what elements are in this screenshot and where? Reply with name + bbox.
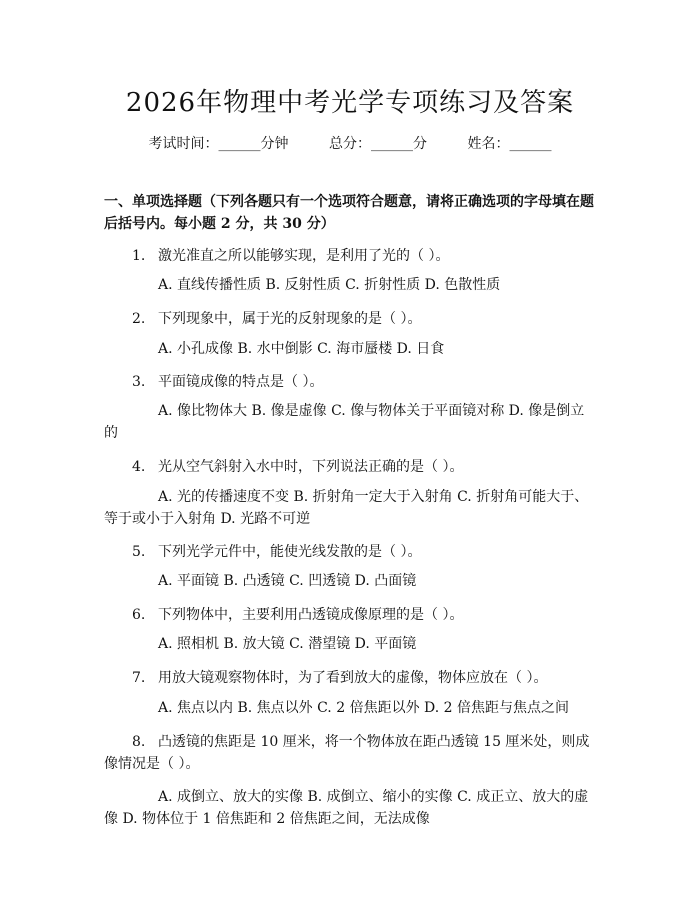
student-name: 姓名：______ bbox=[467, 136, 552, 152]
question-number: 6. bbox=[132, 607, 146, 623]
question-number: 5. bbox=[132, 544, 146, 560]
question-7-options: A. 焦点以内 B. 焦点以外 C. 2 倍焦距以外 D. 2 倍焦距与焦点之间 bbox=[158, 700, 570, 716]
question-number: 8. bbox=[132, 734, 146, 750]
question-number: 3. bbox=[132, 374, 146, 390]
question-number: 4. bbox=[132, 459, 146, 475]
question-7 bbox=[104, 667, 596, 689]
question-text: 激光准直之所以能够实现，是利用了光的（ ）。 bbox=[158, 248, 450, 264]
question-4-options: A. 光的传播速度不变 B. 折射角一定大于入射角 C. 折射角可能大于、等于或小于入射角 D. 光路不可逆 bbox=[104, 489, 589, 527]
question-1 bbox=[104, 245, 596, 267]
exam-meta bbox=[0, 133, 700, 153]
question-3 bbox=[104, 371, 596, 393]
question-text: 下列物体中，主要利用凸透镜成像原理的是（ ）。 bbox=[158, 607, 464, 623]
question-number: 2. bbox=[132, 311, 146, 327]
page-title: 2026年物理中考光学专项练习及答案 bbox=[125, 88, 575, 118]
question-text: 光从空气斜射入水中时，下列说法正确的是（ ）。 bbox=[158, 459, 464, 475]
question-text: 下列现象中，属于光的反射现象的是（ ）。 bbox=[158, 311, 422, 327]
question-8 bbox=[104, 731, 596, 775]
question-6-options: A. 照相机 B. 放大镜 C. 潜望镜 D. 平面镜 bbox=[158, 636, 417, 652]
question-5-options: A. 平面镜 B. 凸透镜 C. 凹透镜 D. 凸面镜 bbox=[158, 573, 417, 589]
question-number: 1. bbox=[132, 248, 146, 264]
question-text: 平面镜成像的特点是（ ）。 bbox=[158, 374, 324, 390]
question-8-options: A. 成倒立、放大的实像 B. 成倒立、缩小的实像 C. 成正立、放大的虚像 D. 物体位于 1 倍焦距和 2 倍焦距之间，无法成像 bbox=[104, 789, 589, 827]
question-number: 7. bbox=[132, 670, 146, 686]
question-2-options: A. 小孔成像 B. 水中倒影 C. 海市蜃楼 D. 日食 bbox=[158, 341, 445, 357]
exam-score: 总分：______分 bbox=[329, 136, 427, 152]
question-text: 下列光学元件中，能使光线发散的是（ ）。 bbox=[158, 544, 422, 560]
question-6 bbox=[104, 604, 596, 626]
question-2 bbox=[104, 308, 596, 330]
question-1-options: A. 直线传播性质 B. 反射性质 C. 折射性质 D. 色散性质 bbox=[158, 277, 501, 293]
question-4 bbox=[104, 456, 596, 478]
question-text: 凸透镜的焦距是 10 厘米，将一个物体放在距凸透镜 15 厘米处，则成像情况是（ ）。 bbox=[104, 734, 590, 772]
question-5 bbox=[104, 541, 596, 563]
question-3-options: A. 像比物体大 B. 像是虚像 C. 像与物体关于平面镜对称 D. 像是倒立的 bbox=[104, 403, 585, 441]
section-heading: 一、单项选择题（下列各题只有一个选项符合题意，请将正确选项的字母填在题后括号内。每小题 2 分，共 30 分） bbox=[104, 194, 594, 232]
exam-time: 考试时间：______分钟 bbox=[148, 136, 289, 152]
question-text: 用放大镜观察物体时，为了看到放大的虚像，物体应放在（ ）。 bbox=[158, 670, 548, 686]
